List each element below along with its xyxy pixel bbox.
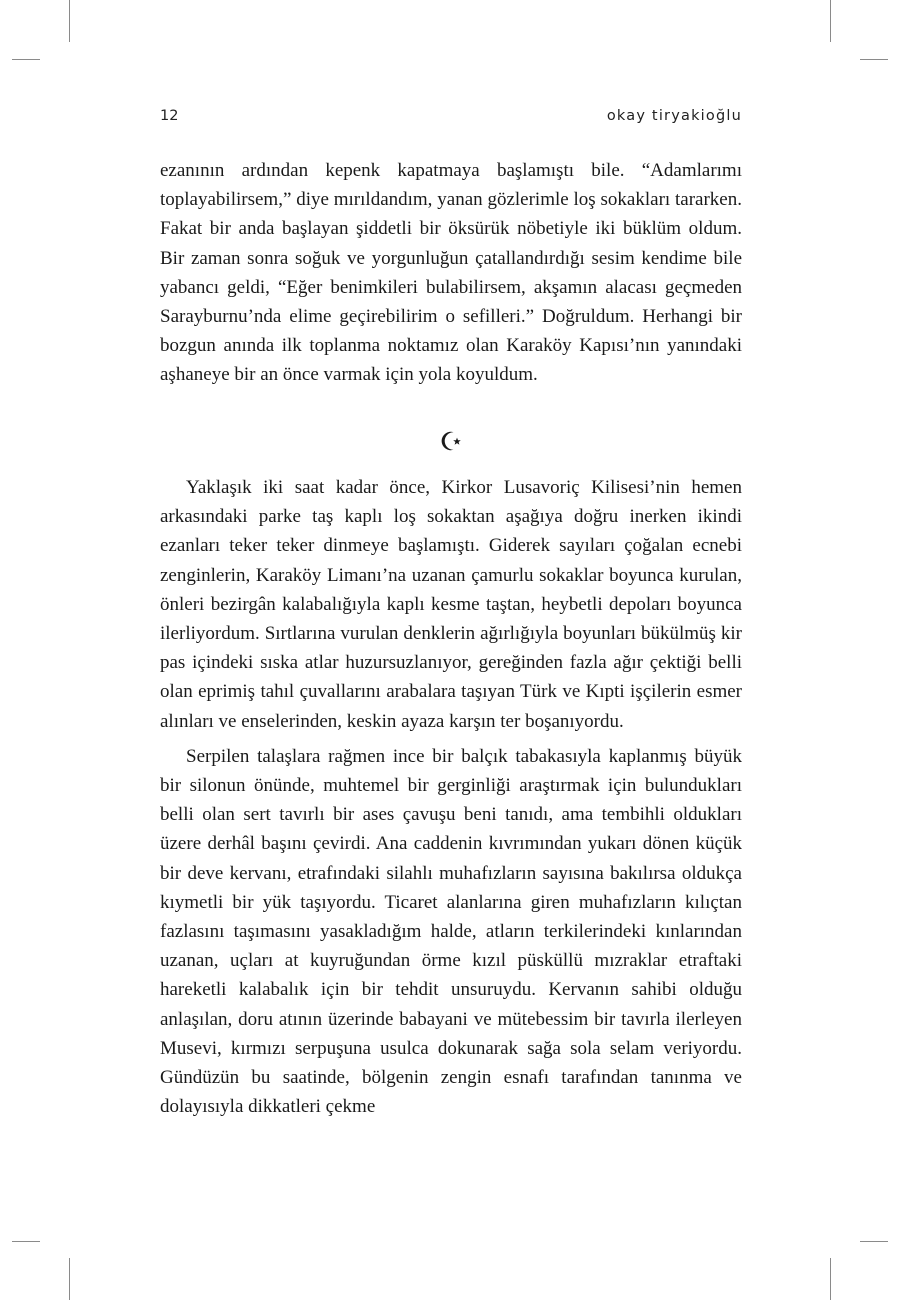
crop-mark-bottom-right: [830, 1258, 831, 1300]
crop-mark-top-right: [830, 0, 831, 42]
crop-mark-bottom-right-horizontal: [860, 1241, 888, 1242]
crescent-star-icon: [437, 428, 463, 454]
paragraph: Serpilen talaşlara rağmen ince bir balçık tabakasıyla kaplanmış büyük bir silonun önünde, muhtemel bir gerginliği araştırmak için bulundukları belli olan sert tavırlı bir ases çavuşu beni tanıdı, ama tembihli oldukları üzere derhâl başını çevirdi. Ana caddenin kıvrımından yukarı dönen küçük bir deve kervanı, etrafındaki silahlı muhafızların sayısına bakılırsa oldukça kıymetli bir yük taşıyordu. Ticaret alanlarına giren muhafızların kılıçtan fazlasını taşımasını yasakladığım halde, atların terkilerindeki kınlarından uzanan, uçları at kuyruğundan örme kızıl püsküllü mızraklar etraftaki hareketli kalabalık için bir tehdit unsuruydu. Kervanın sahibi olduğu anlaşılan, doru atının üzerinde babayani ve mütebessim bir tavırla ilerleyen Musevi, kırmızı serpuşuna usulca dokunarak sağa sola selam veriyordu. Gündüzün bu saatinde, bölgenin zengin esnafı tarafından tanınma ve dolayısıyla dikkatleri çekme: [160, 745, 742, 1118]
page-number: 12: [160, 108, 179, 124]
crop-mark-top-right-horizontal: [860, 59, 888, 60]
author-name: okay tiryakioğlu: [606, 108, 742, 124]
paragraph: ezanının ardından kepenk kapatmaya başlamıştı bile. “Adamlarımı toplayabilirsem,” diye mırıldandım, yanan gözlerimle loş sokakları tararken. Fakat bir anda başlayan şiddetli bir öksürük nöbetiyle iki büklüm oldum. Bir zaman sonra soğuk ve yorgunluğun çatallandırdığı sesim kendime bile yabancı geldi, “Eğer benimkileri bulabilirsem, akşamın alacası geçmeden Sarayburnu’nda elime geçirebilirim o sefilleri.” Doğruldum. Herhangi bir bozgun anında ilk toplanma noktamız olan Karaköy Kapısı’nın yanındaki aşhaneye bir an önce varmak için yola koyuldum.: [160, 160, 742, 386]
body-text-section-1: [160, 156, 742, 390]
paragraph: Yaklaşık iki saat kadar önce, Kirkor Lusavoriç Kilisesi’nin hemen arkasındaki parke taş kaplı loş sokaktan aşağıya doğru inerken ikindi ezanları teker teker dinmeye başlamıştı. Giderek sayıları çoğalan ecnebi zenginlerin, Karaköy Limanı’na uzanan çamurlu sokaklar boyunca kurulan, önleri bezirgân kalabalığıyla kaplı kesme taştan, heybetli depoları boyunca ilerliyordum. Sırtlarına vurulan denklerin ağırlığıyla boyunları bükülmüş kir pas içindeki sıska atlar huzursuzlanıyor, gereğinden fazla ağır çektiği belli olan eprimiş tahıl çuvallarını arabalara taşıyan Türk ve Kıpti işçilerin esmer alınları ve enselerinden, keskin ayaza karşın ter boşanıyordu.: [160, 477, 742, 732]
body-text-section-2: [160, 473, 742, 1121]
crop-mark-bottom-left-horizontal: [12, 1241, 40, 1242]
crop-mark-top-left: [69, 0, 70, 42]
crop-mark-bottom-left: [69, 1258, 70, 1300]
crop-mark-top-left-horizontal: [12, 59, 40, 60]
